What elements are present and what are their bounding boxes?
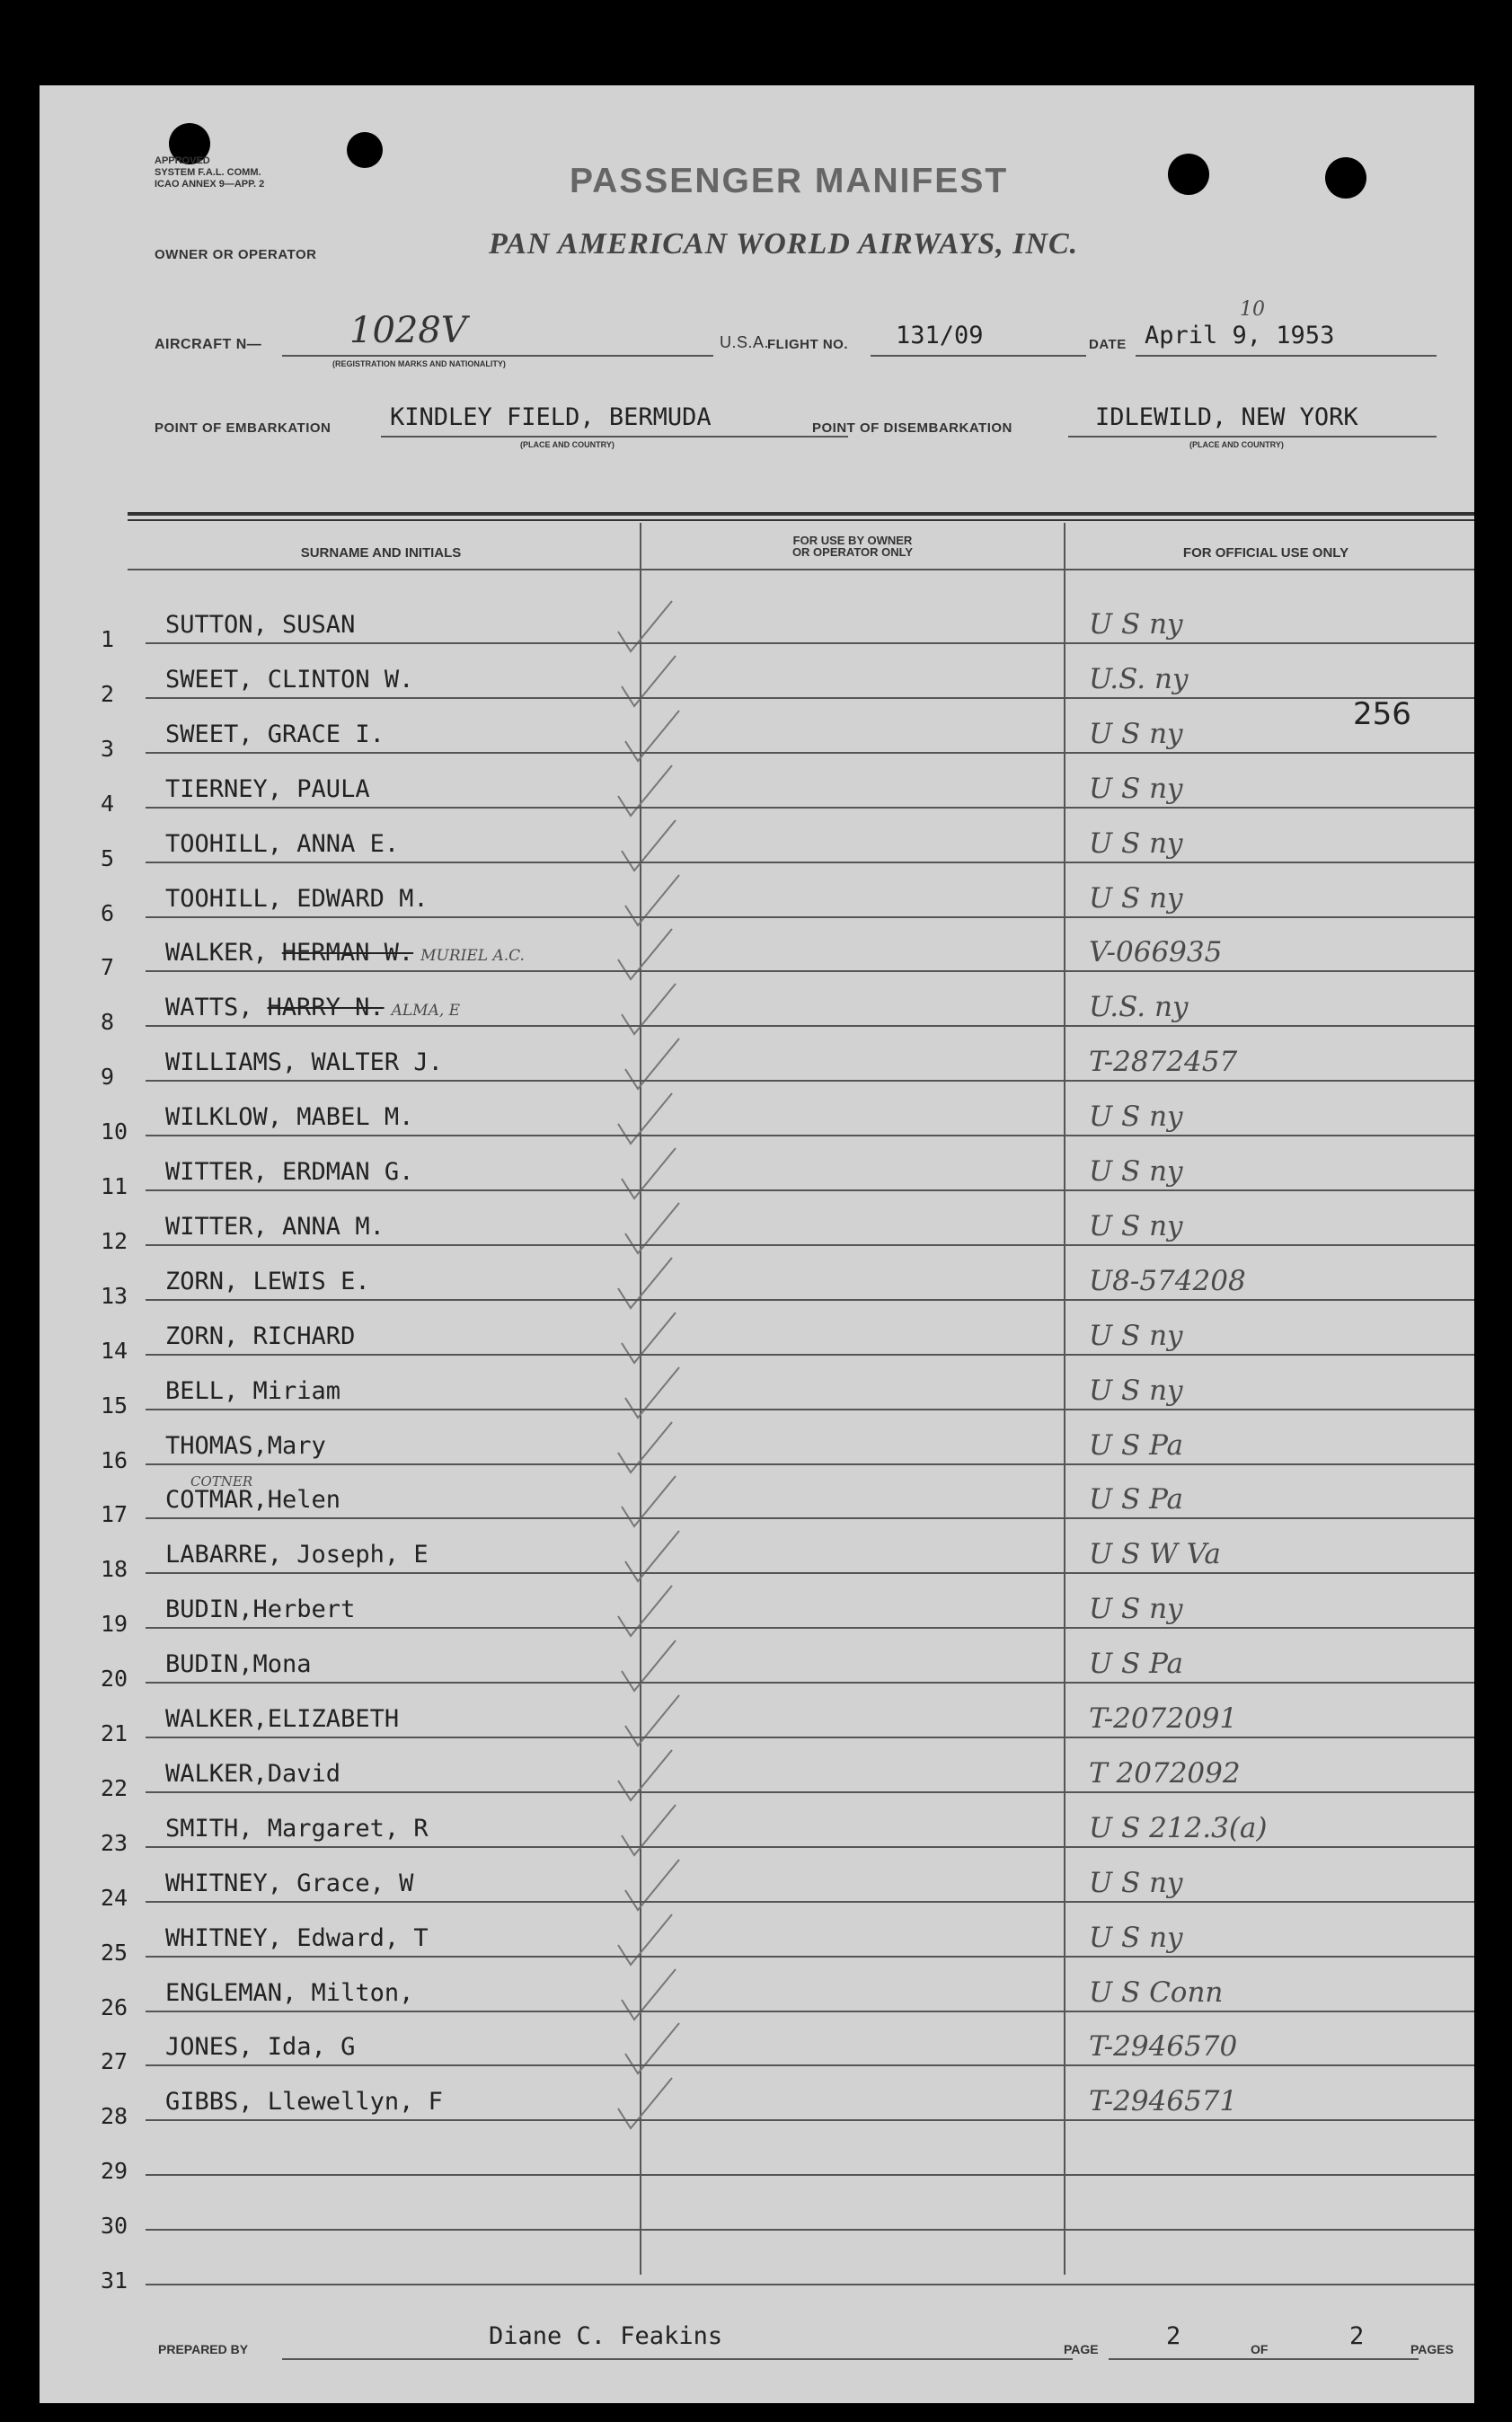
- passenger-name: [165, 1979, 413, 2007]
- official-notation: U S Pa: [1089, 1648, 1184, 1681]
- checkmark-icon: [618, 815, 681, 878]
- checkmark-icon: [615, 2073, 677, 2135]
- official-notation: U S Conn: [1089, 1976, 1224, 2009]
- official-notation: U S 212.3(a): [1089, 1811, 1268, 1844]
- row-number: 19: [101, 1611, 128, 1638]
- row-number: 18: [101, 1556, 128, 1583]
- row-divider: [146, 1189, 1474, 1191]
- row-number: 16: [101, 1446, 128, 1473]
- passenger-surname: LABARRE, Joseph, E: [165, 1541, 429, 1569]
- checkmark-icon: [622, 1362, 685, 1425]
- row-divider: [146, 1737, 1474, 1738]
- checkmark-icon: [615, 1580, 677, 1643]
- row-divider: [146, 1463, 1474, 1465]
- official-notation: U S ny: [1089, 1374, 1183, 1407]
- disembark-value: IDLEWILD, NEW YORK: [1095, 403, 1358, 431]
- passenger-surname: JONES, Ida, G: [165, 2033, 356, 2062]
- official-notation: U S ny: [1089, 1209, 1183, 1242]
- of-value: 2: [1349, 2322, 1365, 2350]
- flight-value: 131/09: [896, 322, 984, 349]
- passenger-surname: WITTER, ERDMAN G.: [165, 1158, 414, 1186]
- passenger-name: [165, 1268, 370, 1295]
- checkmark-icon: [615, 1252, 677, 1315]
- passenger-name: [165, 2088, 443, 2116]
- passenger-surname: WITTER, ANNA M.: [165, 1212, 385, 1241]
- checkmark-icon: [615, 924, 677, 986]
- row-divider: [146, 1299, 1474, 1301]
- handwritten-correction: ALMA, E: [391, 1002, 461, 1021]
- checkmark-icon: [618, 1307, 681, 1370]
- official-notation: U S ny: [1089, 772, 1183, 805]
- passenger-surname: GIBBS, Llewellyn, F: [165, 2088, 443, 2117]
- of-label: OF: [1251, 2342, 1269, 2356]
- row-number: 7: [101, 954, 115, 981]
- passenger-name: [165, 939, 525, 967]
- embark-label: POINT OF EMBARKATION: [155, 420, 332, 436]
- passenger-name: [165, 830, 399, 858]
- aircraft-label: AIRCRAFT N—: [155, 337, 262, 352]
- official-notation: U S ny: [1089, 1593, 1183, 1626]
- passenger-name: [165, 1705, 399, 1733]
- official-notation: U S ny: [1089, 1319, 1183, 1352]
- passenger-surname: WATTS,: [165, 994, 253, 1022]
- row-number: 23: [101, 1829, 128, 1856]
- passenger-surname: COTMAR,Helen: [165, 1486, 341, 1515]
- pages-label: PAGES: [1410, 2342, 1454, 2356]
- official-notation: T-2872457: [1089, 1046, 1238, 1079]
- date-correction: 10: [1240, 298, 1265, 321]
- row-divider: [146, 2119, 1474, 2121]
- passenger-name: [165, 1760, 340, 1788]
- row-number: 26: [101, 1993, 128, 2020]
- checkmark-icon: [622, 1690, 685, 1753]
- passenger-surname: WILLIAMS, WALTER J.: [165, 1048, 443, 1077]
- official-notation: U8-574208: [1089, 1264, 1246, 1297]
- row-divider: [146, 1135, 1474, 1136]
- passenger-surname: ZORN, RICHARD: [165, 1321, 356, 1350]
- passenger-name: [165, 1596, 355, 1623]
- row-divider: [146, 970, 1474, 972]
- row-number: 21: [101, 1720, 128, 1746]
- side-number: 256: [1353, 696, 1411, 732]
- row-divider: [146, 916, 1474, 918]
- passenger-surname: THOMAS,Mary: [165, 1431, 326, 1460]
- row-number: 5: [101, 844, 115, 871]
- passenger-surname: WALKER,: [165, 939, 268, 968]
- official-notation: U.S. ny: [1089, 662, 1189, 695]
- official-notation: U S ny: [1089, 1866, 1183, 1899]
- passenger-surname: BUDIN,Mona: [165, 1650, 312, 1679]
- checkmark-icon: [615, 1088, 677, 1151]
- passenger-surname: ZORN, LEWIS E.: [165, 1267, 370, 1295]
- row-number: 11: [101, 1173, 128, 1199]
- row-number: 14: [101, 1337, 128, 1364]
- passenger-name: [165, 1322, 355, 1350]
- row-number: 25: [101, 1939, 128, 1966]
- checkmark-icon: [618, 978, 681, 1041]
- page-title: PASSENGER MANIFEST: [570, 162, 1009, 200]
- approval-line: APPROVED: [155, 155, 210, 166]
- checkmark-icon: [618, 1799, 681, 1862]
- registration-note: (REGISTRATION MARKS AND NATIONALITY): [332, 359, 506, 368]
- checkmark-icon: [615, 1745, 677, 1808]
- checkmark-icon: [622, 870, 685, 933]
- row-divider: [146, 2229, 1474, 2231]
- column-header-surname: SURNAME AND INITIALS: [300, 545, 462, 561]
- punch-hole: [1168, 154, 1209, 195]
- passenger-name: [165, 1473, 341, 1515]
- passenger-name: [165, 1377, 340, 1405]
- official-notation: T-2946571: [1089, 2085, 1238, 2118]
- passenger-surname: SWEET, GRACE I.: [165, 720, 385, 748]
- row-divider: [146, 1025, 1474, 1027]
- handwritten-correction: MURIEL A.C.: [420, 947, 525, 966]
- page-label: PAGE: [1064, 2342, 1099, 2356]
- passenger-surname: TOOHILL, ANNA E.: [165, 829, 400, 858]
- approval-line: SYSTEM F.A.L. COMM.: [155, 167, 261, 178]
- passenger-surname: BELL, Miriam: [165, 1376, 341, 1405]
- row-number: 13: [101, 1282, 128, 1309]
- official-notation: U.S. ny: [1089, 991, 1189, 1024]
- passenger-name: [165, 2033, 355, 2061]
- official-notation: U S W Va: [1089, 1538, 1221, 1571]
- official-notation: U S ny: [1089, 717, 1183, 750]
- place-note: (PLACE AND COUNTRY): [1189, 440, 1284, 449]
- aircraft-value: 1028V: [349, 310, 467, 351]
- row-divider: [146, 2064, 1474, 2066]
- official-notation: V-066935: [1089, 936, 1223, 969]
- row-divider: [146, 1409, 1474, 1410]
- usa-label: U.S.A.: [720, 333, 770, 351]
- checkmark-icon: [622, 1198, 685, 1260]
- passenger-name: [165, 1815, 429, 1843]
- official-notation: T-2946570: [1089, 2030, 1238, 2064]
- official-notation: U S ny: [1089, 1101, 1183, 1134]
- row-divider: [146, 1901, 1474, 1903]
- column-header-official-use: FOR OFFICIAL USE ONLY: [1182, 545, 1349, 561]
- date-value: April 9, 1953: [1145, 322, 1335, 349]
- passenger-name: [165, 611, 355, 639]
- struck-name: HERMAN W.: [281, 939, 414, 968]
- checkmark-icon: [618, 1964, 681, 2027]
- row-number: 30: [101, 2213, 128, 2240]
- passenger-surname: WALKER,David: [165, 1759, 341, 1788]
- official-notation: U S ny: [1089, 1155, 1183, 1188]
- passenger-name: [165, 1213, 385, 1241]
- row-number: 4: [101, 790, 115, 817]
- column-header-owner-use: FOR USE BY OWNER OR OPERATOR ONLY: [791, 534, 914, 559]
- prepared-value: Diane C. Feakins: [489, 2322, 723, 2350]
- row-number: 27: [101, 2048, 128, 2075]
- row-number: 29: [101, 2158, 128, 2185]
- row-divider: [146, 862, 1474, 863]
- row-number: 15: [101, 1392, 128, 1419]
- row-divider: [146, 1791, 1474, 1793]
- row-number: 28: [101, 2103, 128, 2130]
- passenger-name: [165, 720, 385, 748]
- official-notation: U S ny: [1089, 881, 1183, 915]
- checkmark-icon: [618, 1635, 681, 1698]
- official-notation: T 2072092: [1089, 1756, 1241, 1790]
- passenger-surname: WALKER,ELIZABETH: [165, 1705, 400, 1733]
- passenger-surname: SUTTON, SUSAN: [165, 611, 356, 639]
- airline-name: PAN AMERICAN WORLD AIRWAYS, INC.: [489, 227, 1079, 261]
- row-divider: [146, 1572, 1474, 1574]
- owner-label: OWNER OR OPERATOR: [155, 247, 317, 262]
- row-number: 20: [101, 1666, 128, 1693]
- official-notation: U S ny: [1089, 1921, 1183, 1954]
- row-number: 10: [101, 1118, 128, 1145]
- row-divider: [146, 1080, 1474, 1082]
- row-divider: [146, 2284, 1474, 2285]
- row-divider: [146, 2011, 1474, 2012]
- row-number: 31: [101, 2267, 128, 2294]
- row-number: 12: [101, 1227, 128, 1254]
- place-note: (PLACE AND COUNTRY): [520, 440, 615, 449]
- passenger-name: [165, 1048, 443, 1076]
- row-divider: [146, 807, 1474, 809]
- date-label: DATE: [1089, 337, 1127, 352]
- passenger-name: [165, 775, 370, 803]
- passenger-name: [165, 1432, 326, 1460]
- row-divider: [146, 752, 1474, 754]
- passenger-surname: TIERNEY, PAULA: [165, 774, 370, 803]
- passenger-surname: ENGLEMAN, Milton,: [165, 1978, 414, 2007]
- checkmark-icon: [615, 1417, 677, 1480]
- checkmark-icon: [615, 596, 677, 659]
- row-number: 24: [101, 1884, 128, 1911]
- page-value: 2: [1166, 2322, 1181, 2350]
- row-divider: [146, 1354, 1474, 1356]
- row-number: 6: [101, 899, 115, 926]
- passenger-name: [165, 1650, 312, 1678]
- prepared-label: PREPARED BY: [158, 2342, 249, 2356]
- passenger-surname: WHITNEY, Grace, W: [165, 1869, 414, 1897]
- checkmark-icon: [618, 650, 681, 713]
- row-number: 17: [101, 1501, 128, 1528]
- passenger-surname: BUDIN,Herbert: [165, 1596, 356, 1624]
- row-divider: [146, 697, 1474, 699]
- row-divider: [146, 1517, 1474, 1519]
- passenger-name: [165, 1541, 429, 1569]
- approval-line: ICAO ANNEX 9—APP. 2: [155, 179, 265, 190]
- handwritten-correction: COTNER: [190, 1473, 253, 1490]
- checkmark-icon: [618, 1143, 681, 1206]
- flight-label: FLIGHT NO.: [767, 337, 848, 352]
- checkmark-icon: [618, 1471, 681, 1534]
- checkmark-icon: [622, 2018, 685, 2081]
- passenger-surname: TOOHILL, EDWARD M.: [165, 884, 429, 913]
- row-number: 3: [101, 735, 115, 762]
- row-divider: [146, 642, 1474, 644]
- row-divider: [146, 1956, 1474, 1958]
- passenger-surname: SMITH, Margaret, R: [165, 1814, 429, 1843]
- checkmark-icon: [622, 705, 685, 768]
- row-divider: [146, 2174, 1474, 2176]
- embark-value: KINDLEY FIELD, BERMUDA: [390, 403, 712, 431]
- row-number: 2: [101, 680, 115, 707]
- row-number: 1: [101, 626, 115, 652]
- row-number: 8: [101, 1009, 115, 1036]
- passenger-name: [165, 666, 413, 694]
- row-divider: [146, 1846, 1474, 1848]
- passenger-name: [165, 1924, 429, 1952]
- passenger-name: [165, 1103, 413, 1131]
- official-notation: U S ny: [1089, 608, 1183, 641]
- passenger-name: [165, 1158, 413, 1186]
- row-divider: [146, 1244, 1474, 1246]
- row-divider: [146, 1682, 1474, 1684]
- official-notation: U S Pa: [1089, 1428, 1184, 1462]
- disembark-label: POINT OF DISEMBARKATION: [812, 420, 1012, 436]
- row-number: 22: [101, 1774, 128, 1801]
- passenger-name: [165, 1870, 413, 1897]
- row-divider: [146, 1627, 1474, 1629]
- passenger-surname: WHITNEY, Edward, T: [165, 1923, 429, 1952]
- official-notation: U S Pa: [1089, 1483, 1184, 1516]
- passenger-name: [165, 885, 429, 913]
- official-notation: T-2072091: [1089, 1702, 1238, 1735]
- passenger-surname: SWEET, CLINTON W.: [165, 665, 414, 694]
- checkmark-icon: [615, 760, 677, 823]
- official-notation: U S ny: [1089, 826, 1183, 860]
- checkmark-icon: [622, 1033, 685, 1096]
- checkmark-icon: [615, 1909, 677, 1972]
- passenger-surname: WILKLOW, MABEL M.: [165, 1103, 414, 1132]
- checkmark-icon: [622, 1525, 685, 1588]
- manifest-sheet: [40, 85, 1474, 2403]
- struck-name: HARRY N.: [267, 994, 385, 1022]
- punch-hole: [347, 132, 383, 168]
- row-number: 9: [101, 1064, 115, 1091]
- punch-hole: [1325, 157, 1366, 199]
- passenger-name: [165, 994, 460, 1021]
- checkmark-icon: [622, 1854, 685, 1917]
